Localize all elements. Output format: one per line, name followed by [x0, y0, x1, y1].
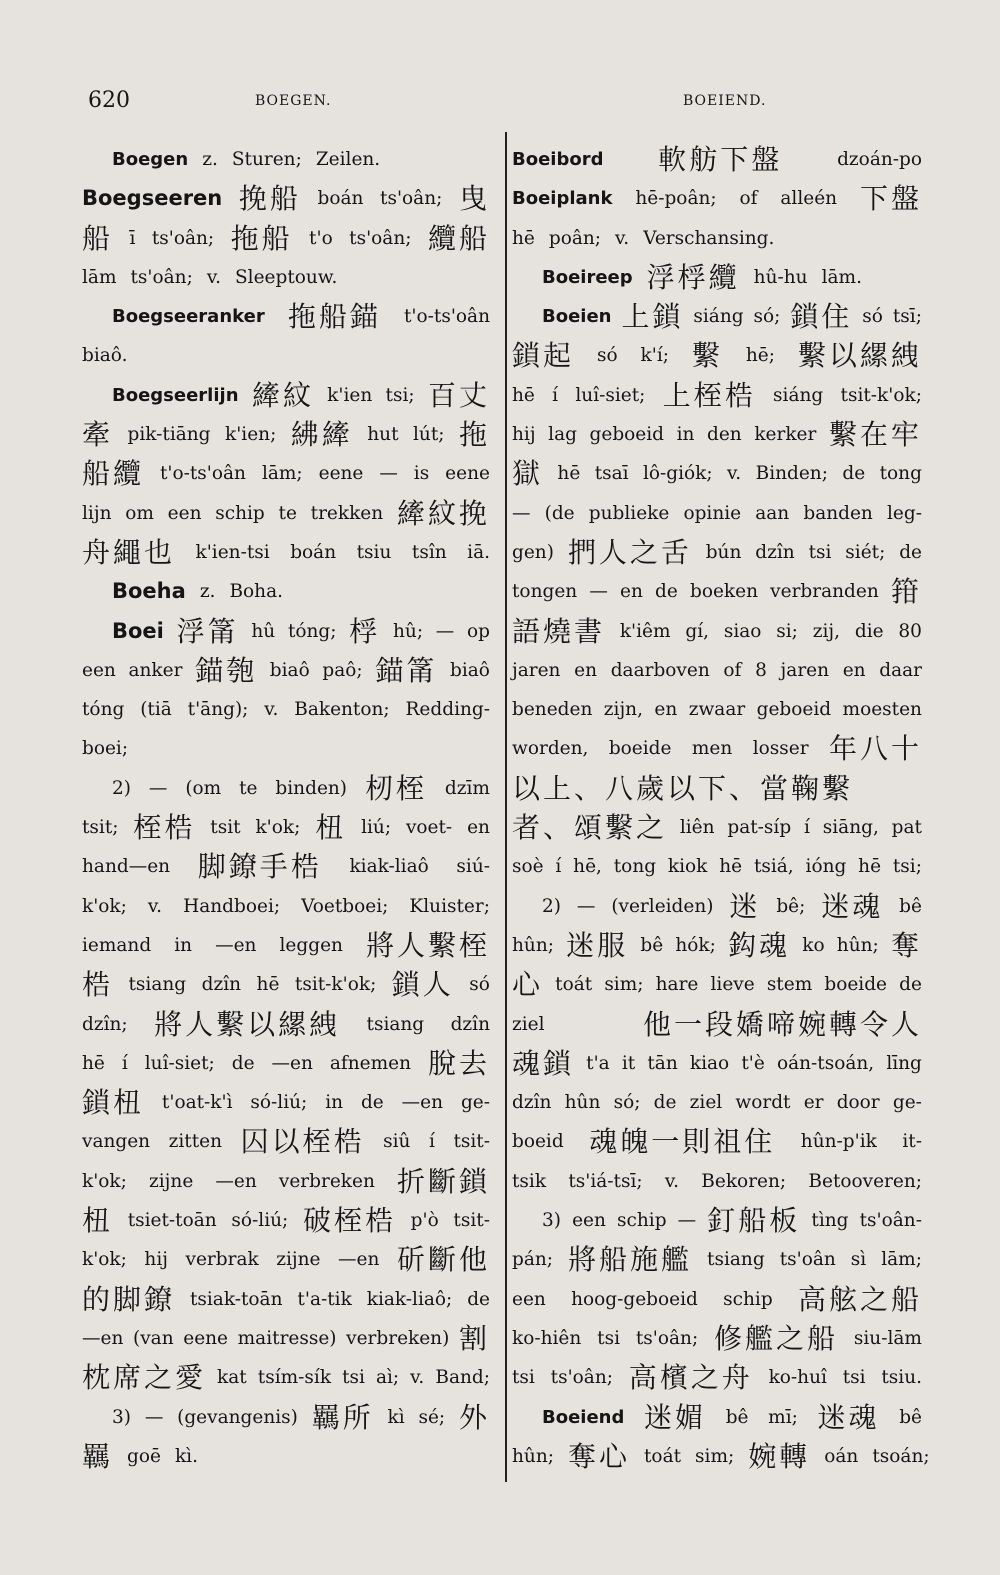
- dictionary-line: lijn om een schip te trekken 縴紋挽: [82, 496, 490, 530]
- dictionary-line: ko-hiên tsi ts'oân; 修艦之船 siu-lām: [512, 1321, 922, 1355]
- dictionary-line: Boeibord 軟舫下盤 dzoán-po: [512, 143, 922, 176]
- dictionary-line: hē í luî-siet; de —en afnemen 脫去: [82, 1046, 490, 1080]
- dictionary-line: 以上、八歲以下、當鞠繫: [512, 771, 854, 805]
- dictionary-line: jaren en daarboven of 8 jaren en daar: [512, 659, 922, 681]
- dictionary-line: Boei 浮筩 hû tóng; 桴 hû; — op: [112, 614, 490, 648]
- dictionary-line: 2) — (om te binden) 杒桎 dzīm: [112, 771, 490, 805]
- dictionary-line: ziel 他一段嬌啼婉轉令人: [512, 1007, 922, 1041]
- dictionary-line: Boegseeranker 拖船錨 t'o-ts'oân: [112, 300, 490, 334]
- dictionary-line: 船 ī ts'oân; 拖船 t'o ts'oân; 纜船: [82, 221, 490, 255]
- dictionary-line: hē poân; v. Verschansing.: [512, 227, 775, 249]
- dictionary-line: hand—en 脚鐐手梏 kiak-liaô siú-: [82, 850, 490, 884]
- dictionary-line: dzîn hûn só; de ziel wordt er door ge-: [512, 1092, 922, 1114]
- dictionary-line: 的脚鐐 tsiak-toān t'a-tik kiak-liaô; de: [82, 1282, 490, 1316]
- dictionary-line: hē í luî-siet; 上桎梏 siáng tsit-k'ok;: [512, 378, 922, 412]
- column-divider: [505, 132, 507, 1482]
- dictionary-line: Boeiplank hē-poân; of alleén 下盤: [512, 182, 922, 216]
- dictionary-line: een anker 錨匏 biaô paô; 錨筩 biaô: [82, 653, 490, 687]
- dictionary-line: 2) — (verleiden) 迷 bê; 迷魂 bê: [542, 889, 922, 923]
- dictionary-line: Boeien 上鎖 siáng só; 鎖住 só tsī;: [542, 300, 922, 334]
- dictionary-line: Boeiend 迷媚 bê mī; 迷魂 bê: [542, 1400, 922, 1434]
- dictionary-line: lām ts'oân; v. Sleeptouw.: [82, 266, 338, 288]
- dictionary-line: hûn; 迷服 bê hók; 鈎魂 ko hûn; 奪: [512, 928, 922, 962]
- dictionary-line: tongen — en de boeken verbranden 箝: [512, 575, 922, 609]
- dictionary-line: tsit; 桎梏 tsit k'ok; 杻 liú; voet- en: [82, 811, 490, 845]
- dictionary-line: tsi ts'oân; 高檳之舟 ko-huî tsi tsiu.: [512, 1361, 922, 1395]
- dictionary-line: 者、頌繫之 liên pat-síp í siāng, pat: [512, 811, 922, 845]
- dictionary-line: Boegen z. Sturen; Zeilen.: [112, 149, 381, 170]
- dictionary-line: pán; 將船施艦 tsiang ts'oân sì lām;: [512, 1243, 922, 1277]
- dictionary-line: een hoog-geboeid schip 高舷之船: [512, 1282, 922, 1316]
- dictionary-line: 船纜 t'o-ts'oân lām; eene — is eene: [82, 457, 490, 491]
- dictionary-line: hûn; 奪心 toát sim; 婉轉 oán tsoán;: [512, 1439, 930, 1473]
- dictionary-line: —en (van eene maitresse) verbreken) 割: [82, 1321, 490, 1355]
- dictionary-line: tsik ts'iá-tsī; v. Bekoren; Betooveren;: [512, 1170, 922, 1192]
- dictionary-line: soè í hē, tong kiok hē tsiá, ióng hē tsi;: [512, 856, 922, 878]
- dictionary-line: tóng (tiā t'āng); v. Bakenton; Redding-: [82, 699, 490, 721]
- dictionary-line: worden, boeide men losser 年八十: [512, 732, 922, 766]
- right-running-head: BOEIEND.: [683, 93, 767, 109]
- dictionary-line: 舟繩也 k'ien-tsi boán tsiu tsîn iā.: [82, 535, 490, 569]
- dictionary-line: vangen zitten 囚以桎梏 siû í tsit-: [82, 1125, 490, 1159]
- dictionary-line: Boeha z. Boha.: [112, 579, 284, 604]
- dictionary-line: 牽 pik-tiāng k'ien; 紼縴 hut lút; 拖: [82, 418, 490, 452]
- dictionary-line: Boegseeren 挽船 boán ts'oân; 曳: [82, 182, 490, 216]
- dictionary-line: 語燒書 k'iêm gí, siao si; zij, die 80: [512, 614, 922, 648]
- dictionary-line: gen) 捫人之舌 bún dzîn tsi siét; de: [512, 535, 922, 569]
- dictionary-line: dzîn; 將人繫以縲絏 tsiang dzîn: [82, 1007, 490, 1041]
- dictionary-line: 鎖杻 t'oat-k'ì só-liú; in de —en ge-: [82, 1086, 490, 1120]
- dictionary-line: 羈 goē kì.: [82, 1439, 198, 1473]
- dictionary-line: k'ok; zijne —en verbreken 折斷鎖: [82, 1164, 490, 1198]
- dictionary-line: 枕席之愛 kat tsím-sík tsi aì; v. Band;: [82, 1361, 490, 1395]
- dictionary-line: Boegseerlijn 縴紋 k'ien tsi; 百丈: [112, 378, 490, 412]
- dictionary-line: 獄 hē tsaī lô-giók; v. Binden; de tong: [512, 457, 922, 491]
- dictionary-line: 魂鎖 t'a it tān kiao t'è oán-tsoán, līng: [512, 1046, 922, 1080]
- dictionary-line: 3) een schip — 釘船板 tìng ts'oân-: [542, 1204, 922, 1238]
- left-column: [82, 140, 490, 1476]
- dictionary-line: iemand in —en leggen 將人繫桎: [82, 928, 490, 962]
- dictionary-line: 3) — (gevangenis) 羈所 kì sé; 外: [112, 1400, 490, 1434]
- dictionary-line: — (de publieke opinie aan banden leg-: [512, 502, 922, 524]
- left-running-head: BOEGEN.: [255, 93, 332, 109]
- dictionary-line: 鎖起 só k'í; 繫 hē; 繫以縲絏: [512, 339, 922, 373]
- dictionary-line: k'ok; v. Handboei; Voetboei; Kluister;: [82, 895, 490, 917]
- dictionary-line: boei;: [82, 738, 129, 760]
- dictionary-line: 杻 tsiet-toān só-liú; 破桎梏 p'ò tsit-: [82, 1204, 490, 1238]
- dictionary-line: beneden zijn, en zwaar geboeid moesten: [512, 699, 922, 721]
- right-column: [512, 140, 930, 1476]
- dictionary-line: 梏 tsiang dzîn hē tsit-k'ok; 鎖人 só: [82, 968, 490, 1002]
- dictionary-line: Boeireep 浮桴纜 hû-hu lām.: [542, 260, 862, 294]
- dictionary-line: biaô.: [82, 345, 128, 367]
- dictionary-line: k'ok; hij verbrak zijne —en 斫斷他: [82, 1243, 490, 1277]
- dictionary-line: 心 toát sim; hare lieve stem boeide de: [512, 968, 922, 1002]
- dictionary-line: hij lag geboeid in den kerker 繫在牢: [512, 418, 922, 452]
- page-number: 620: [88, 88, 130, 113]
- dictionary-line: boeid 魂魄一則祖住 hûn-p'ik it-: [512, 1125, 922, 1159]
